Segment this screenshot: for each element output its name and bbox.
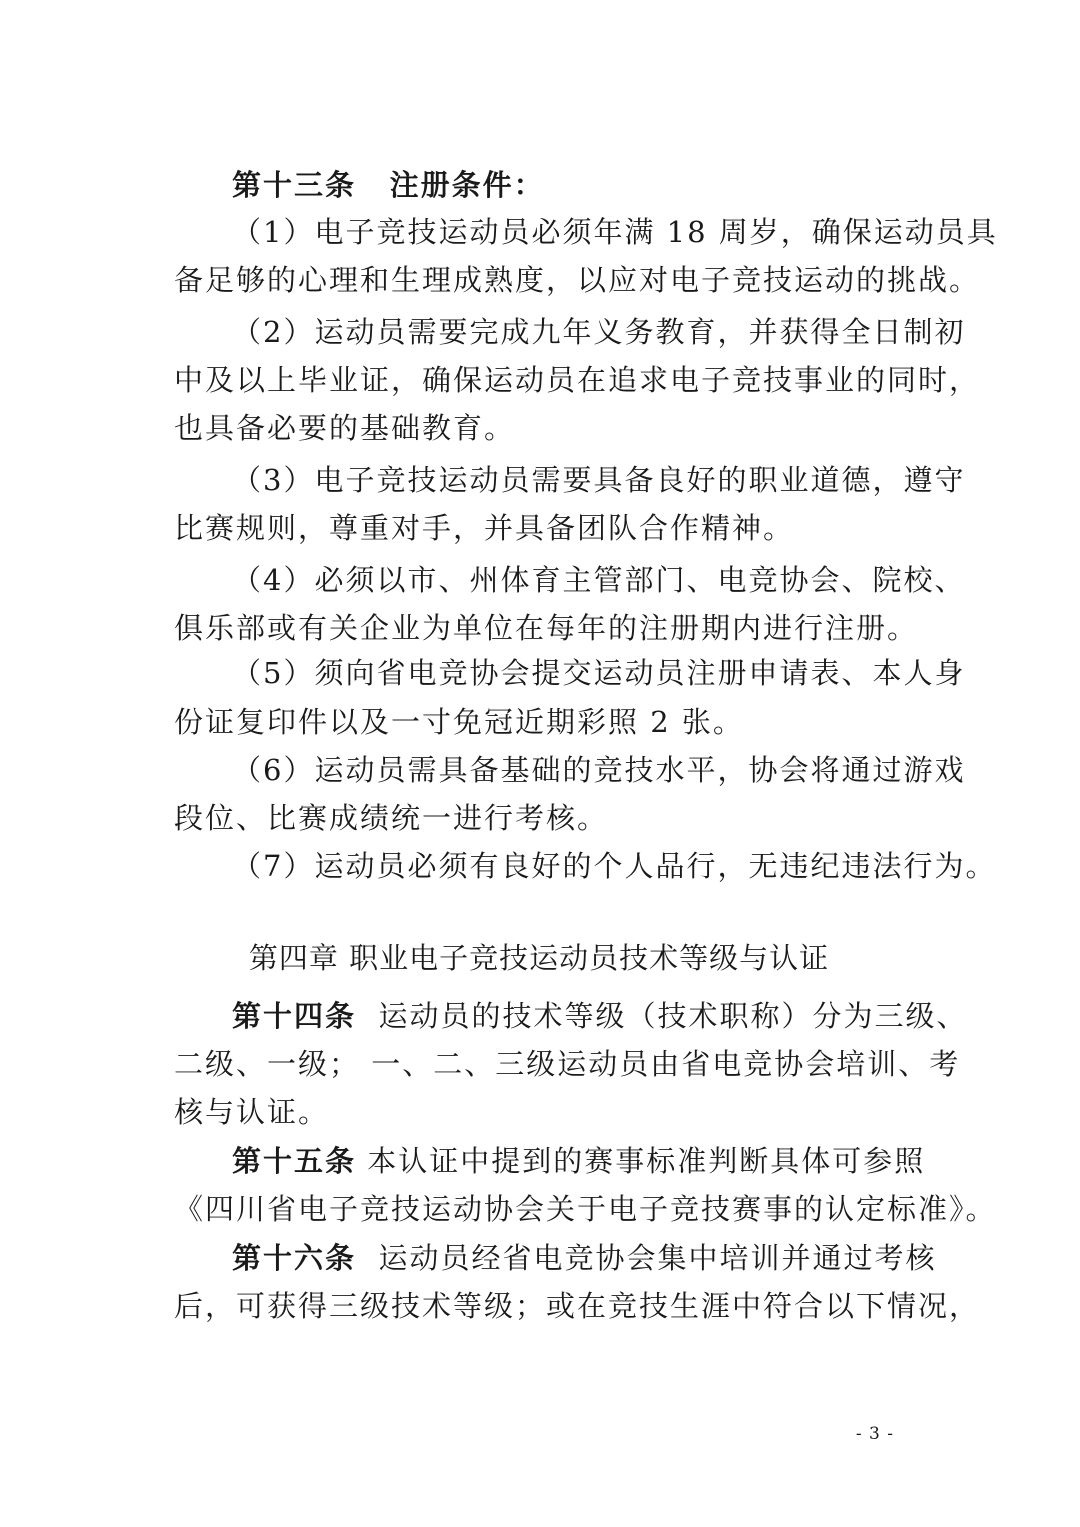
article-15-line-2: 《四川省电子竞技运动协会关于电子竞技赛事的认定标准》。	[174, 1192, 997, 1226]
page-number: - 3 -	[855, 1424, 894, 1444]
item-4-line-2: 俱乐部或有关企业为单位在每年的注册期内进行注册。	[174, 611, 919, 645]
item-1-line-1: （1）电子竞技运动员必须年满 18 周岁，确保运动员具	[232, 215, 998, 249]
item-5-line-1: （5）须向省电竞协会提交运动员注册申请表、本人身	[232, 656, 966, 690]
article-15-text-1: 本认证中提到的赛事标准判断具体可参照	[367, 1144, 926, 1178]
article-15-line-1	[232, 1143, 926, 1179]
article-13-subtitle: 注册条件：	[389, 168, 545, 202]
article-16-heading: 第十六条	[232, 1241, 357, 1275]
item-6-line-2: 段位、比赛成绩统一进行考核。	[174, 801, 609, 835]
article-14-line-1	[232, 998, 968, 1034]
item-2-line-2: 中及以上毕业证，确保运动员在追求电子竞技事业的同时，	[174, 363, 981, 397]
item-2-line-1: （2）运动员需要完成九年义务教育，并获得全日制初	[232, 315, 966, 349]
article-14-text-1: 运动员的技术等级（技术职称）分为三级、	[378, 999, 968, 1033]
article-16-text-1: 运动员经省电竞协会集中培训并通过考核	[378, 1241, 937, 1275]
item-7-line-1: （7）运动员必须有良好的个人品行，无违纪违法行为。	[232, 849, 997, 883]
item-2-line-3: 也具备必要的基础教育。	[174, 411, 516, 445]
item-3-line-2: 比赛规则，尊重对手，并具备团队合作精神。	[174, 511, 795, 545]
article-15-heading: 第十五条	[232, 1144, 357, 1178]
article-14-line-3: 核与认证。	[174, 1095, 330, 1129]
article-14-heading: 第十四条	[232, 999, 357, 1033]
item-6-line-1: （6）运动员需具备基础的竞技水平，协会将通过游戏	[232, 753, 966, 787]
chapter-4-title: 第四章 职业电子竞技运动员技术等级与认证	[248, 941, 830, 975]
article-16-line-2: 后，可获得三级技术等级；或在竞技生涯中符合以下情况，	[174, 1289, 981, 1323]
item-3-line-1: （3）电子竞技运动员需要具备良好的职业道德，遵守	[232, 463, 966, 497]
article-16-line-1	[232, 1240, 937, 1276]
article-13-heading: 第十三条	[232, 168, 357, 202]
item-5-line-2: 份证复印件以及一寸免冠近期彩照 2 张。	[174, 705, 744, 739]
item-4-line-1: （4）必须以市、州体育主管部门、电竞协会、院校、	[232, 563, 966, 597]
article-14-line-2: 二级、一级； 一、二、三级运动员由省电竞协会培训、考	[174, 1047, 961, 1081]
article-13-heading-line	[232, 167, 904, 203]
item-1-line-2: 备足够的心理和生理成熟度，以应对电子竞技运动的挑战。	[174, 263, 981, 297]
